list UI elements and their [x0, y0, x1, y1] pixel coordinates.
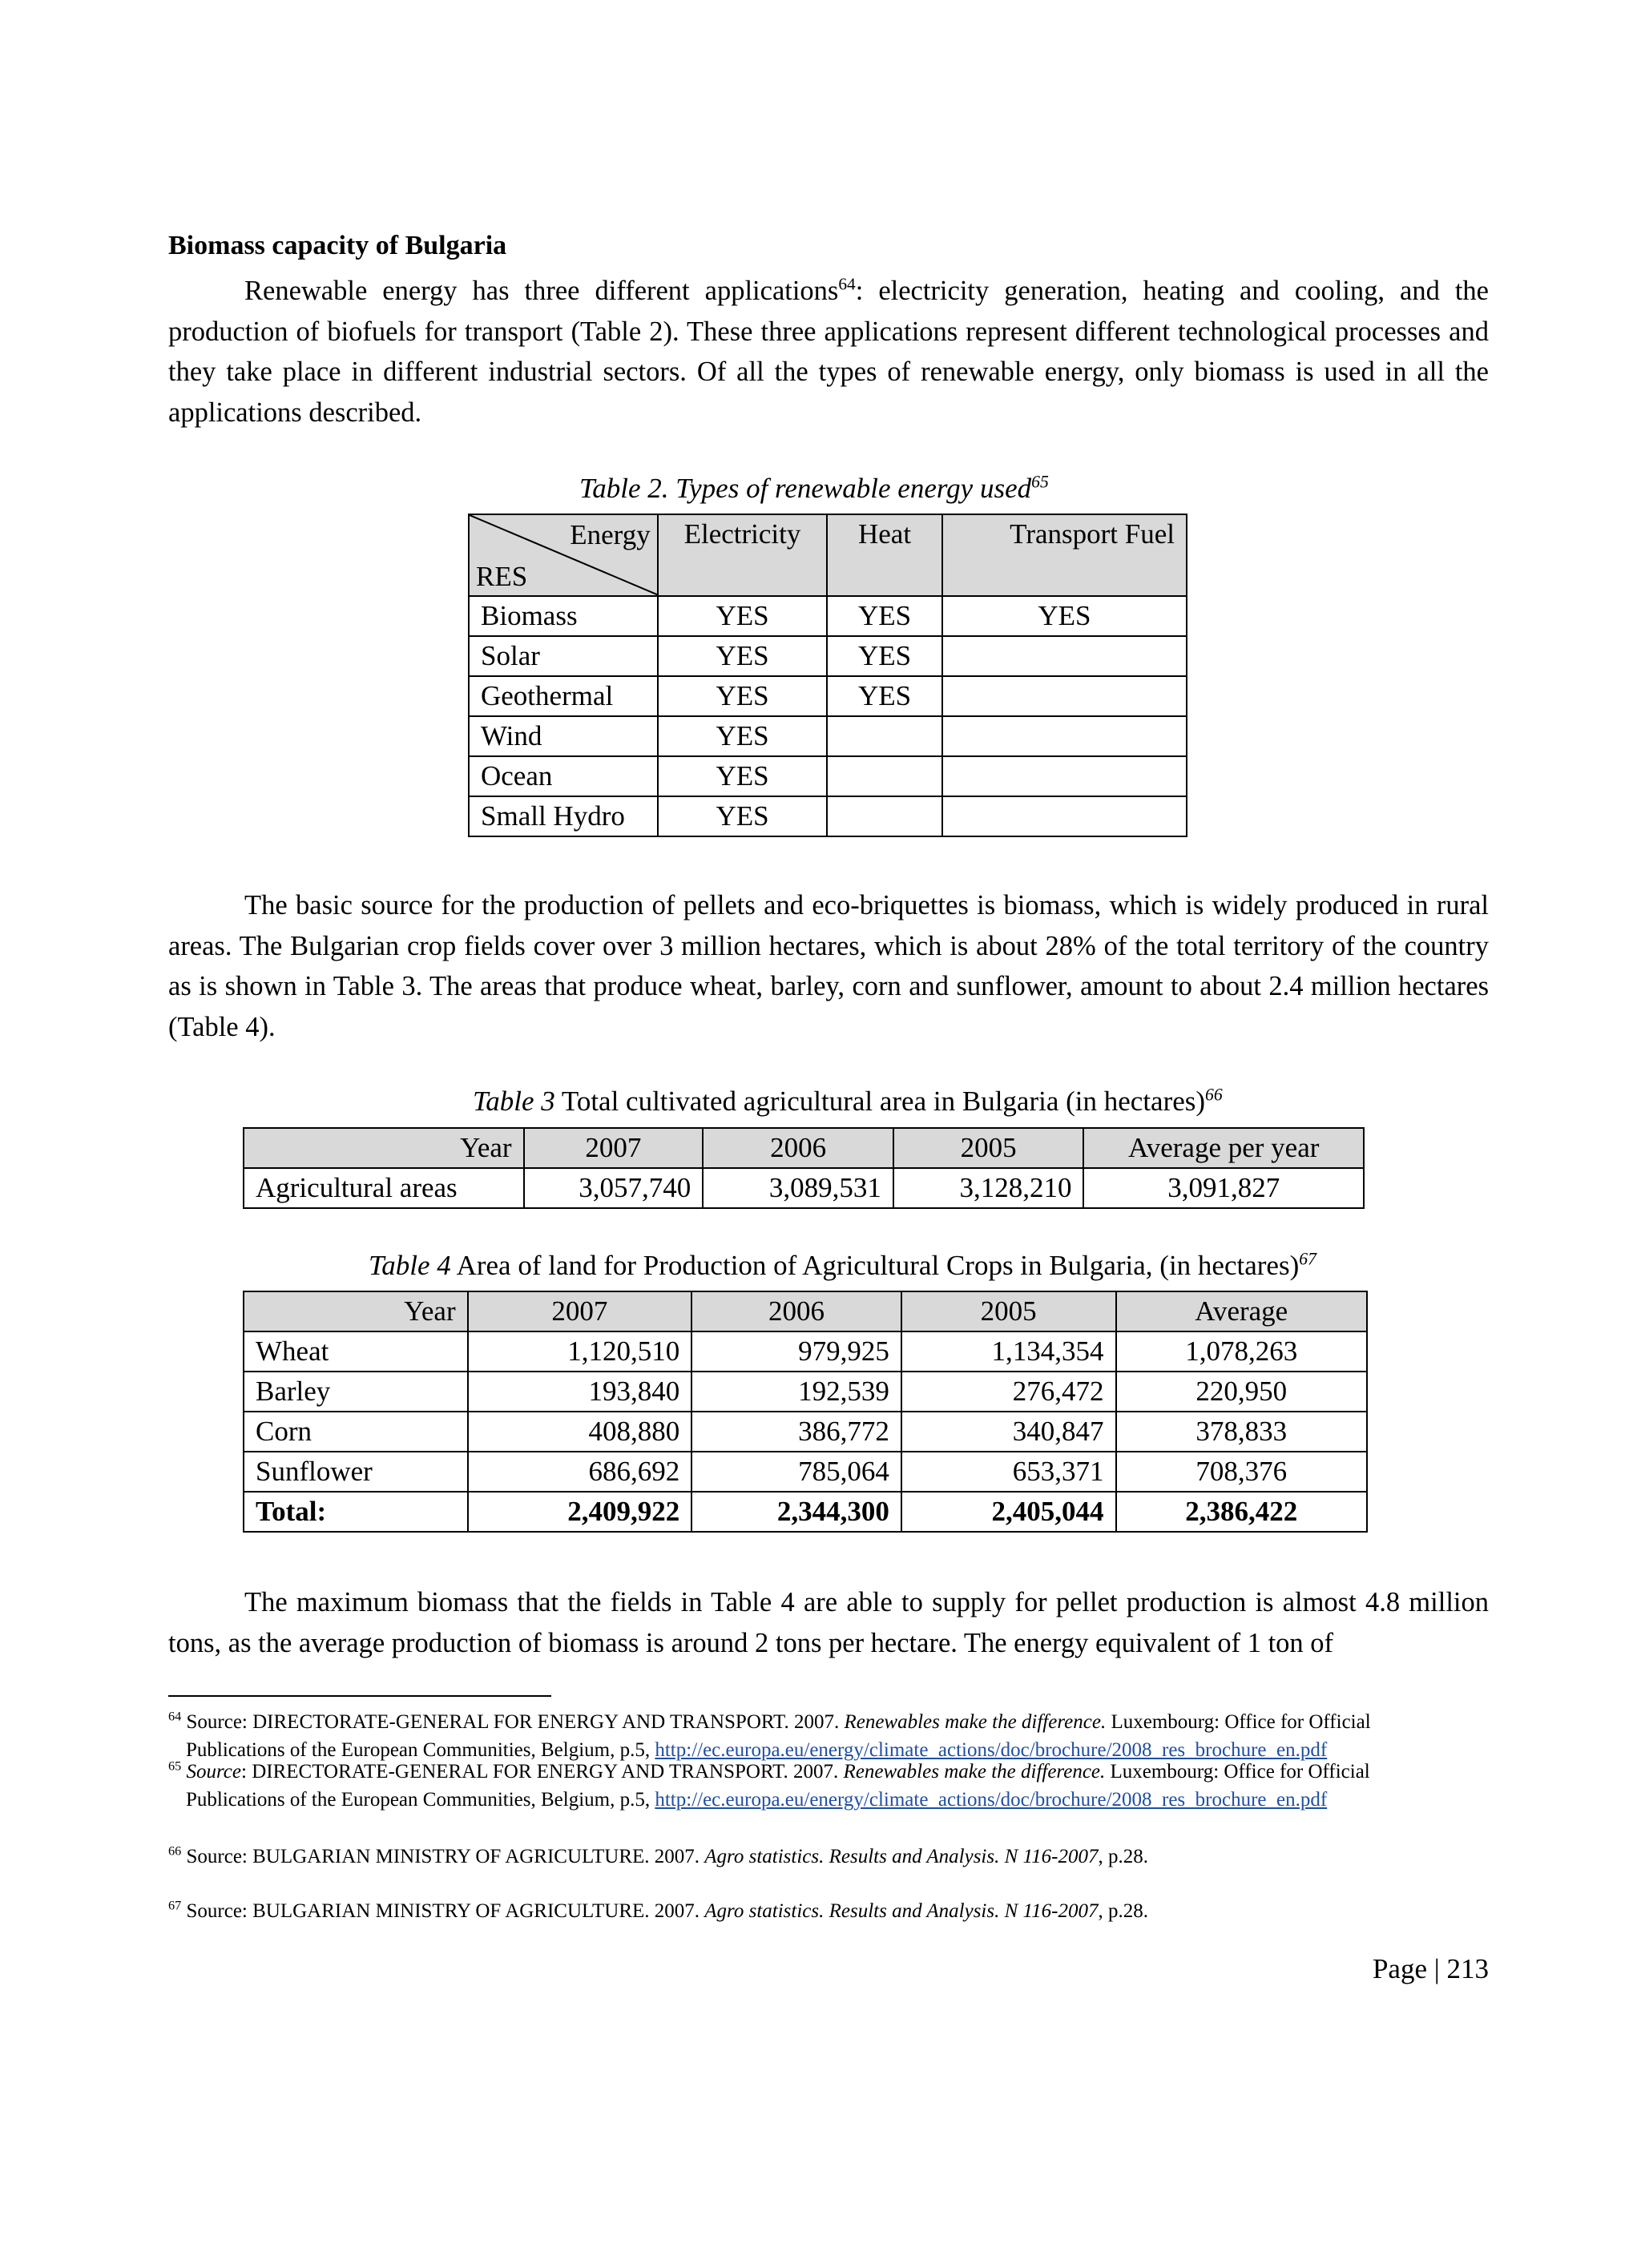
footnote-number: 65 — [168, 1758, 182, 1774]
table4-header: Average — [1116, 1291, 1368, 1331]
table3-cell: 3,091,827 — [1083, 1168, 1364, 1208]
table4-total-cell: 2,405,044 — [901, 1492, 1116, 1532]
footnote-title: Agro statistics. Results and Analysis. N 116-2007 — [704, 1846, 1099, 1867]
footnote-ref-66[interactable]: 66 — [1205, 1085, 1223, 1105]
table4-cell: 708,376 — [1116, 1452, 1368, 1492]
table2-cell — [942, 636, 1187, 676]
table4-header: 2007 — [468, 1291, 692, 1331]
footnote-separator — [168, 1695, 551, 1697]
footnote-64 — [168, 1708, 1498, 1764]
table4-total-cell: 2,409,922 — [468, 1492, 692, 1532]
footnote-source-word: Source — [186, 1761, 241, 1783]
table4-total-cell: 2,386,422 — [1116, 1492, 1368, 1532]
table2-cell: Biomass — [469, 596, 658, 636]
table-row — [244, 1452, 1367, 1492]
table4-caption-label: Table 4 — [369, 1250, 451, 1281]
table2-cell — [827, 756, 941, 796]
table2-cell — [942, 796, 1187, 836]
footnote-ref-64[interactable]: 64 — [838, 274, 856, 294]
table4-cell: Barley — [244, 1372, 468, 1412]
table2-cell: Geothermal — [469, 676, 658, 716]
table2-cell: YES — [658, 796, 828, 836]
table4-cell: 785,064 — [691, 1452, 901, 1492]
table-row — [469, 756, 1187, 796]
intro-paragraph — [168, 271, 1489, 433]
footnote-text: : DIRECTORATE-GENERAL FOR ENERGY AND TRANSPORT. 2007. — [241, 1761, 844, 1783]
footnote-67 — [168, 1897, 1498, 1925]
table3-caption — [473, 1086, 1223, 1118]
table4-cell: 408,880 — [468, 1412, 692, 1452]
table4-cell: 386,772 — [691, 1412, 901, 1452]
table2-cell: Solar — [469, 636, 658, 676]
table2-cell — [827, 796, 941, 836]
table4-cell: 653,371 — [901, 1452, 1116, 1492]
table4-total-cell: 2,344,300 — [691, 1492, 901, 1532]
footnote-link[interactable]: http://ec.europa.eu/energy/climate_actions/doc/brochure/2008_res_brochure_en.pdf — [655, 1739, 1328, 1761]
table4-cell: 378,833 — [1116, 1412, 1368, 1452]
footnote-text: , p.28. — [1098, 1846, 1148, 1867]
footnote-number: 67 — [168, 1898, 182, 1913]
table2-cell: YES — [658, 756, 828, 796]
table2-cell: YES — [658, 676, 828, 716]
intro-text: Renewable energy has three different applications — [244, 276, 839, 306]
table4-cell: 979,925 — [691, 1331, 901, 1372]
table4-cell: 340,847 — [901, 1412, 1116, 1452]
table4-caption-text: Area of land for Production of Agricultural Crops in Bulgaria, (in hectares) — [450, 1250, 1300, 1281]
footnote-ref-65[interactable]: 65 — [1031, 472, 1049, 492]
table-row — [469, 596, 1187, 636]
footnote-title: Renewables make the difference. — [843, 1761, 1106, 1783]
table4-cell: 193,840 — [468, 1372, 692, 1412]
footnote-ref-67[interactable]: 67 — [1299, 1249, 1316, 1269]
table4-cell: 192,539 — [691, 1372, 901, 1412]
footnote-title: Renewables make the difference. — [844, 1711, 1107, 1733]
table2-corner-energy: Energy — [570, 519, 651, 550]
table2-header: Transport Fuel — [942, 514, 1187, 596]
table2-cell: YES — [658, 596, 828, 636]
table4-cell: 1,078,263 — [1116, 1331, 1368, 1372]
footnote-number: 66 — [168, 1843, 182, 1859]
table3-header: Year — [244, 1128, 524, 1168]
table4-cell: 686,692 — [468, 1452, 692, 1492]
table2-cell — [827, 716, 941, 756]
crop-fields-paragraph: The basic source for the production of pellets and eco-briquettes is biomass, which is widely produced in rural areas. The Bulgarian crop fields cover over 3 million hectares, which is about 28% of the total territory of the country as is shown in Table 3. The areas that produce wheat, barley, corn and sunflower, amount to about 2.4 million hectares (Table 4). — [168, 890, 1489, 1042]
section-heading: Biomass capacity of Bulgaria — [168, 231, 507, 260]
table2-cell: YES — [658, 636, 828, 676]
table2-header-row — [469, 514, 1187, 596]
table3-header: 2005 — [893, 1128, 1084, 1168]
table-row — [469, 636, 1187, 676]
table4-header-row — [244, 1291, 1367, 1331]
table4-caption — [369, 1250, 1316, 1282]
footnote-text: Source: BULGARIAN MINISTRY OF AGRICULTURE. 2007. — [181, 1900, 705, 1922]
table3 — [243, 1127, 1365, 1209]
page-number: Page | 213 — [1372, 1953, 1489, 1984]
footnote-text: Luxembourg: Office for Official — [1106, 1711, 1371, 1733]
footnote-65 — [168, 1758, 1498, 1814]
table3-cell: 3,089,531 — [703, 1168, 893, 1208]
footnote-66 — [168, 1843, 1498, 1871]
table2-cell: Small Hydro — [469, 796, 658, 836]
table2-cell: Wind — [469, 716, 658, 756]
table3-header: 2006 — [703, 1128, 893, 1168]
table2-corner-cell — [469, 514, 658, 596]
biomass-supply-paragraph: The maximum biomass that the fields in Table 4 are able to supply for pellet production is almost 4.8 million tons, as the average production of biomass is around 2 tons per hectare. The energy equivalent of 1 ton of — [168, 1587, 1489, 1658]
table2-cell — [942, 716, 1187, 756]
table4-total-cell: Total: — [244, 1492, 468, 1532]
table2-cell: YES — [827, 596, 941, 636]
table4-cell: Wheat — [244, 1331, 468, 1372]
table3-cell: 3,128,210 — [893, 1168, 1084, 1208]
table4-cell: 1,134,354 — [901, 1331, 1116, 1372]
table4-cell: 1,120,510 — [468, 1331, 692, 1372]
footnote-link[interactable]: http://ec.europa.eu/energy/climate_actions/doc/brochure/2008_res_brochure_en.pdf — [655, 1789, 1328, 1811]
table4-header: Year — [244, 1291, 468, 1331]
footnote-text: Source: DIRECTORATE-GENERAL FOR ENERGY AND TRANSPORT. 2007. — [181, 1711, 845, 1733]
table4-cell: 220,950 — [1116, 1372, 1368, 1412]
table-row — [244, 1412, 1367, 1452]
table3-caption-label: Table 3 — [473, 1086, 555, 1117]
table-row — [469, 796, 1187, 836]
table4 — [243, 1291, 1368, 1533]
table2-cell: YES — [658, 716, 828, 756]
intro-text-continued: : electricity generation, heating and cooling, and the production of biofuels for transport (Table 2). These three applications represent different technological processes and they take place in different industrial sectors. Of all the types of renewable energy, only biomass is used in all the applications described. — [168, 276, 1489, 428]
table3-header: Average per year — [1083, 1128, 1364, 1168]
table2-cell: YES — [827, 676, 941, 716]
table2-corner-res: RES — [476, 561, 528, 592]
table3-cell: Agricultural areas — [244, 1168, 524, 1208]
footnote-text: Publications of the European Communities, Belgium, p.5, — [186, 1739, 655, 1761]
table3-caption-text: Total cultivated agricultural area in Bulgaria (in hectares) — [554, 1086, 1206, 1117]
table2-caption — [579, 473, 1049, 505]
footnote-number: 64 — [168, 1709, 182, 1724]
table2 — [468, 514, 1187, 837]
table-row — [244, 1331, 1367, 1372]
table-row — [244, 1372, 1367, 1412]
table2-cell: YES — [827, 636, 941, 676]
table3-header-row — [244, 1128, 1364, 1168]
table2-header: Heat — [827, 514, 941, 596]
table-row — [469, 676, 1187, 716]
table4-cell: Sunflower — [244, 1452, 468, 1492]
table-row — [469, 716, 1187, 756]
footnote-text: , p.28. — [1098, 1900, 1148, 1922]
footnote-text: Luxembourg: Office for Official — [1105, 1761, 1370, 1783]
table4-cell: Corn — [244, 1412, 468, 1452]
table2-cell — [942, 676, 1187, 716]
table2-header: Electricity — [658, 514, 828, 596]
footnote-title: Agro statistics. Results and Analysis. N 116-2007 — [704, 1900, 1099, 1922]
table2-caption-text: Table 2. Types of renewable energy used — [579, 473, 1032, 504]
table3-header: 2007 — [524, 1128, 704, 1168]
table3-cell: 3,057,740 — [524, 1168, 704, 1208]
table-row — [244, 1168, 1364, 1208]
table2-cell: Ocean — [469, 756, 658, 796]
table4-header: 2005 — [901, 1291, 1116, 1331]
table4-total-row — [244, 1492, 1367, 1532]
table4-cell: 276,472 — [901, 1372, 1116, 1412]
table2-cell — [942, 756, 1187, 796]
table2-cell: YES — [942, 596, 1187, 636]
footnote-text: Source: BULGARIAN MINISTRY OF AGRICULTURE. 2007. — [181, 1846, 705, 1867]
table4-header: 2006 — [691, 1291, 901, 1331]
footnote-text: Publications of the European Communities, Belgium, p.5, — [186, 1789, 655, 1811]
